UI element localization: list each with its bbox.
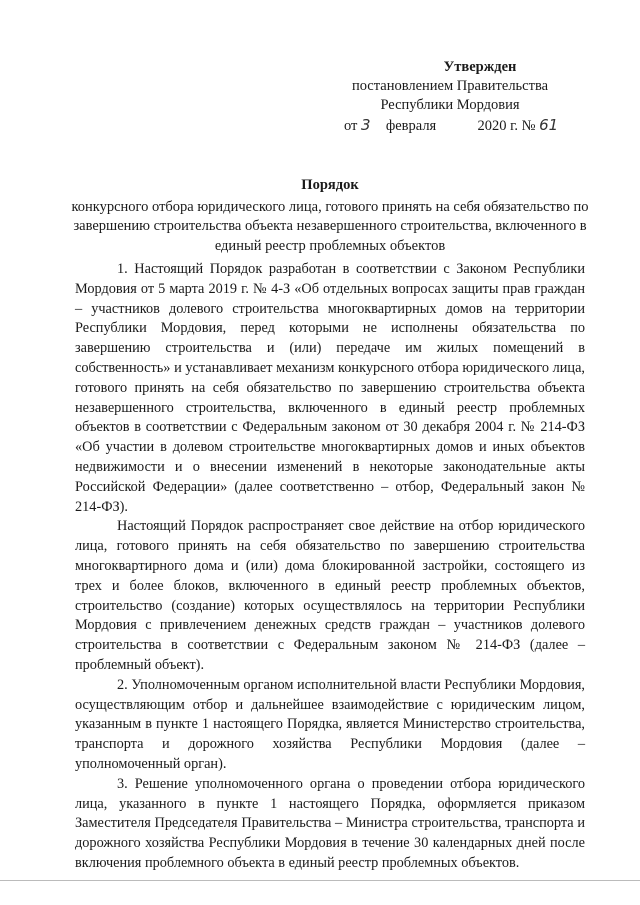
paragraph-4: 3. Решение уполномоченного органа о проведении отбора юридического лица, указанного в пункте 1 настоящего Порядка, оформляется приказом Заместителя Председателя Правительства – Министра строительства, транспорта и дорожного хозяйства Республики Мордовия в течение 30 календарных дней после включения проблемного объекта в единый реестр проблемных объектов.: [75, 775, 585, 871]
approval-line-1: постановлением Правительства: [351, 78, 549, 94]
date-year: 2020 г. №: [477, 118, 536, 134]
paragraph-2: Настоящий Порядок распространяет свое действие на отбор юридического лица, готового принять на себя обязательство по завершению строительства многоквартирного дома и (или) дома блокированной застройки, состоящего из трех и более блоков, включенного в единый реестр проблемных объектов, строительство (создание) которых осуществлялось на территории Республики Мордовия с привлечением денежных средств граждан – участников долевого строительства в соответствии с Федеральным законом № 214-ФЗ (далее – проблемный объект).: [75, 518, 585, 673]
paragraph-3: 2. Уполномоченным органом исполнительной власти Республики Мордовия, осуществляющим отбор и дальнейшее взаимодействие с юридическим лицом, указанным в пункте 1 настоящего Порядка, является Министерство строительства, транспорта и дорожного хозяйства Республики Мордовия (далее – уполномоченный орган).: [75, 676, 585, 772]
page-bottom-rule: [0, 880, 640, 881]
date-month: февраля: [385, 118, 437, 134]
handwritten-day: 3: [361, 116, 371, 134]
document-subtitle: конкурсного отбора юридического лица, готового принять на себя обязательство по завершению строительства объекта незавершенного строительства, включенного в единый реестр проблемных объектов: [71, 198, 589, 254]
approval-stamp: [300, 58, 600, 136]
document-title: Порядок: [301, 177, 359, 193]
approval-heading: Утвержден: [443, 59, 517, 75]
document-body: [75, 260, 585, 874]
handwritten-number: 61: [539, 116, 559, 134]
approval-date-line: [300, 116, 600, 136]
approval-line-2: Республики Мордовия: [380, 97, 520, 113]
document-title-block: [60, 176, 600, 256]
date-prefix: от: [344, 118, 358, 134]
paragraph-1: 1. Настоящий Порядок разработан в соответствии с Законом Республики Мордовия от 5 марта 2019 г. № 4-З «Об отдельных вопросах защиты прав граждан – участников долевого строительства многоквартирных домов на территории Республики Мордовия, перед которыми не исполнены обязательства по завершению строительства и (или) передаче им жилых помещений в собственность» и устанавливает механизм конкурсного отбора юридического лица, готового принять на себя обязательство по завершению строительства объекта незавершенного строительства, включенного в единый реестр проблемных объектов в соответствии с Федеральным законом от 30 декабря 2004 г. № 214-ФЗ «Об участии в долевом строительстве многоквартирных домов и иных объектов недвижимости и о внесении изменений в некоторые законодательные акты Российской Федерации» (далее соответственно – отбор, Федеральный закон № 214-ФЗ).: [75, 261, 585, 515]
